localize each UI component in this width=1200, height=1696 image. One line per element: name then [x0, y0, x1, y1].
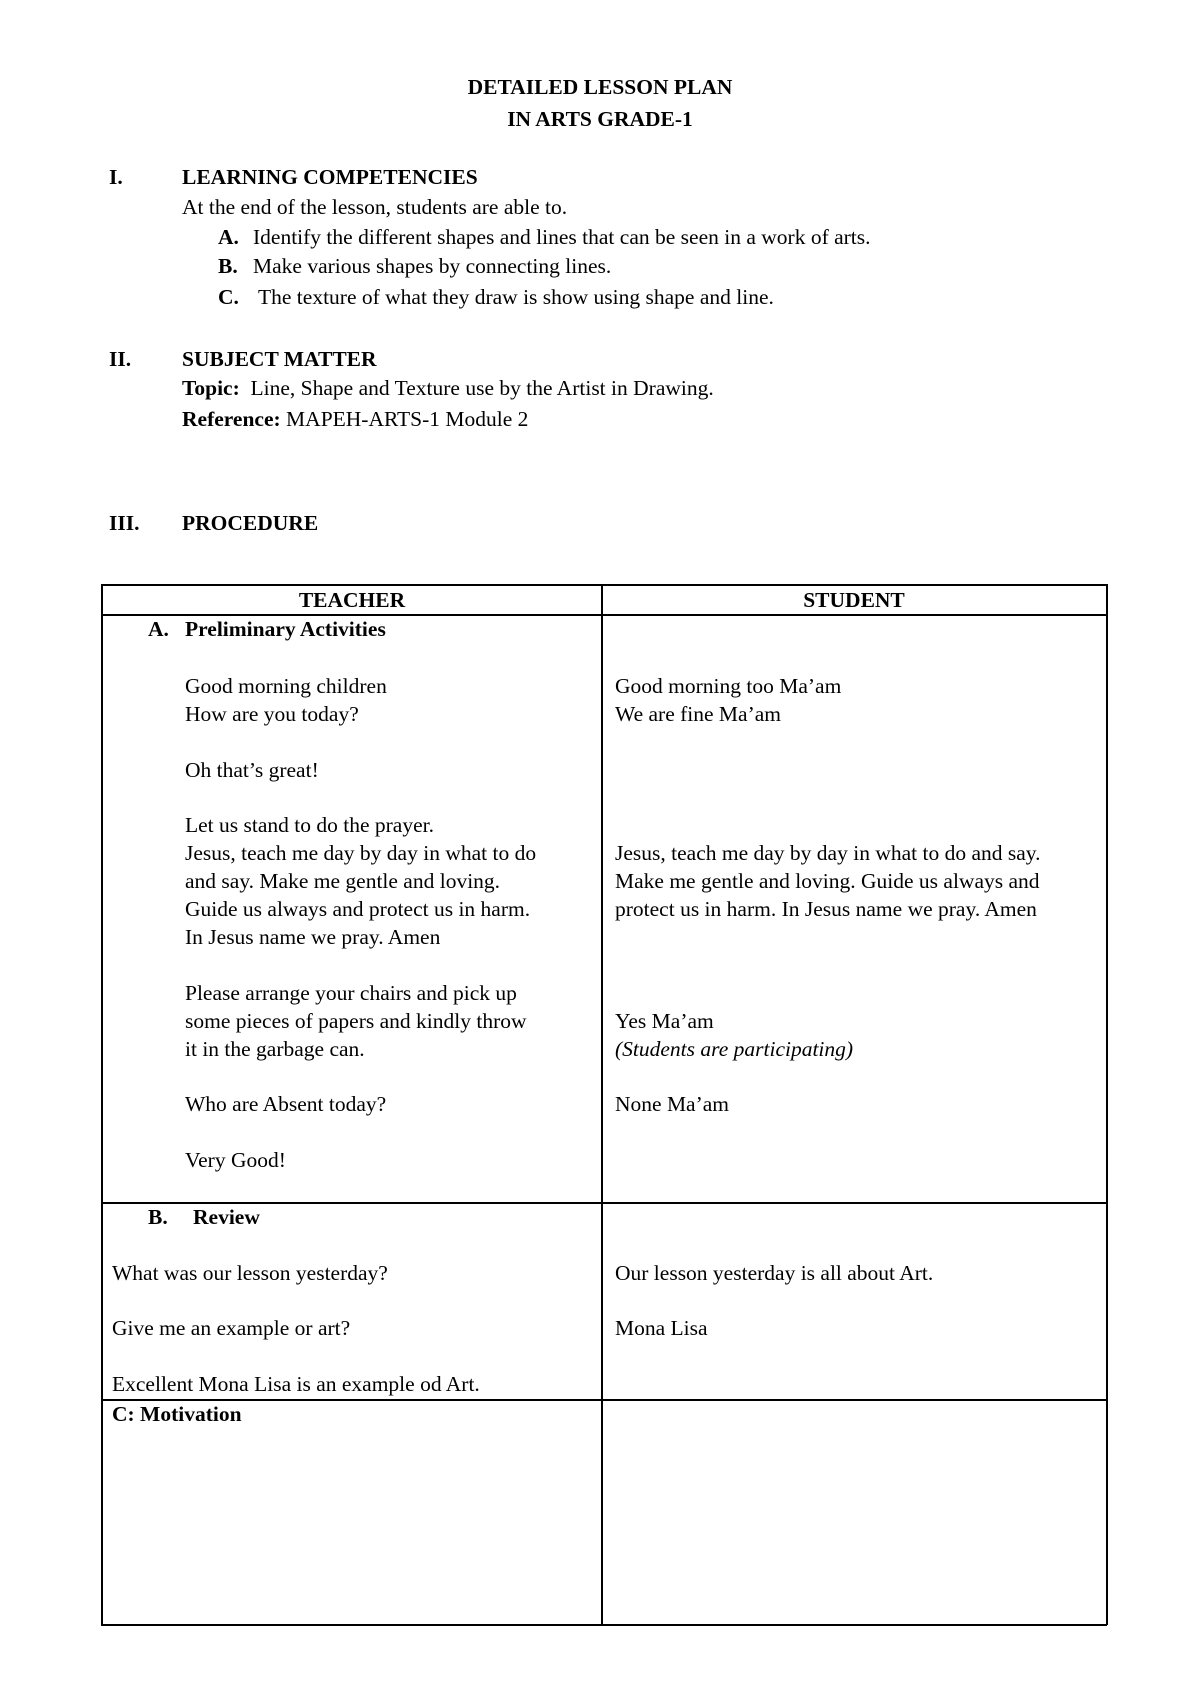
student-prayer-line-1: Jesus, teach me day by day in what to do and say.: [615, 841, 1041, 865]
section-2-numeral: II.: [109, 347, 132, 371]
preliminary-letter: A.: [148, 617, 169, 641]
teacher-prayer-line-1: Jesus, teach me day by day in what to do: [185, 841, 537, 865]
reference-label: Reference:: [182, 407, 281, 431]
competency-c-letter: C.: [218, 285, 239, 309]
table-border-bottom: [101, 1624, 1107, 1626]
preliminary-heading: Preliminary Activities: [185, 617, 386, 641]
table-column-divider: [601, 584, 603, 1625]
teacher-review-feedback: Excellent Mona Lisa is an example od Art.: [112, 1372, 480, 1396]
teacher-prayer-line-4: In Jesus name we pray. Amen: [185, 925, 441, 949]
topic-label: Topic:: [182, 376, 240, 400]
student-prayer-line-3: protect us in harm. In Jesus name we pray. Amen: [615, 897, 1037, 921]
teacher-absent-question: Who are Absent today?: [185, 1092, 387, 1116]
review-letter: B.: [148, 1205, 168, 1229]
teacher-great: Oh that’s great!: [185, 758, 319, 782]
teacher-arrange-line-3: it in the garbage can.: [185, 1037, 365, 1061]
table-border-right: [1106, 584, 1108, 1625]
student-column-header: STUDENT: [803, 588, 905, 612]
topic-line: [182, 374, 714, 402]
teacher-column-header: TEACHER: [298, 588, 406, 612]
table-row-divider-2: [101, 1399, 1107, 1401]
student-review-answer-2: Mona Lisa: [615, 1316, 708, 1340]
teacher-prayer-line-3: Guide us always and protect us in harm.: [185, 897, 531, 921]
student-greeting-1: Good morning too Ma’am: [615, 674, 842, 698]
teacher-review-question-2: Give me an example or art?: [112, 1316, 351, 1340]
section-2-heading: SUBJECT MATTER: [182, 347, 377, 371]
student-greeting-2: We are fine Ma’am: [615, 702, 781, 726]
motivation-heading: C: Motivation: [112, 1402, 242, 1426]
table-border-left: [101, 584, 103, 1625]
student-prayer-line-2: Make me gentle and loving. Guide us always and: [615, 869, 1040, 893]
topic-value: Line, Shape and Texture use by the Artist in Drawing.: [250, 376, 714, 400]
teacher-prayer-line-2: and say. Make me gentle and loving.: [185, 869, 501, 893]
section-1-intro: At the end of the lesson, students are able to.: [182, 195, 568, 219]
teacher-arrange-line-1: Please arrange your chairs and pick up: [185, 981, 517, 1005]
section-1-numeral: I.: [109, 165, 123, 189]
student-yes: Yes Ma’am: [615, 1009, 714, 1033]
teacher-very-good: Very Good!: [185, 1148, 286, 1172]
teacher-arrange-line-2: some pieces of papers and kindly throw: [185, 1009, 527, 1033]
document-title-line-1: DETAILED LESSON PLAN: [467, 75, 733, 99]
competency-c-text: The texture of what they draw is show using shape and line.: [258, 285, 774, 309]
document-title-line-2: IN ARTS GRADE-1: [507, 107, 693, 131]
student-none: None Ma’am: [615, 1092, 730, 1116]
review-heading: Review: [193, 1205, 260, 1229]
section-3-heading: PROCEDURE: [182, 511, 319, 535]
teacher-prayer-intro: Let us stand to do the prayer.: [185, 813, 434, 837]
student-review-answer-1: Our lesson yesterday is all about Art.: [615, 1261, 934, 1285]
reference-value: MAPEH-ARTS-1 Module 2: [286, 407, 529, 431]
teacher-greeting-1: Good morning children: [185, 674, 387, 698]
section-3-numeral: III.: [109, 511, 140, 535]
competency-a-letter: A.: [218, 225, 239, 249]
teacher-greeting-2: How are you today?: [185, 702, 359, 726]
student-participating-note: (Students are participating): [615, 1037, 854, 1061]
competency-b-text: Make various shapes by connecting lines.: [253, 254, 612, 278]
competency-a-text: Identify the different shapes and lines that can be seen in a work of arts.: [253, 225, 871, 249]
section-1-heading: LEARNING COMPETENCIES: [182, 165, 478, 189]
reference-line: [182, 405, 528, 433]
teacher-review-question-1: What was our lesson yesterday?: [112, 1261, 388, 1285]
competency-b-letter: B.: [218, 254, 238, 278]
